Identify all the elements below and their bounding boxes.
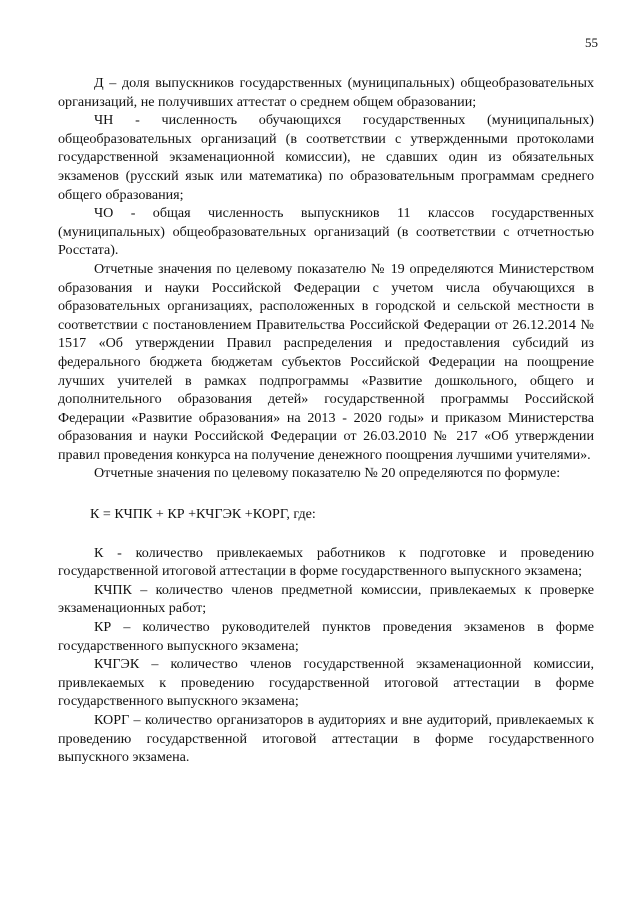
paragraph-indicator-20-intro: Отчетные значения по целевому показателю № 20 определяются по формуле: <box>94 465 561 482</box>
definition-kchpk: КЧПК – количество членов предметной комиссии, привлекаемых к проверке экзаменационных работ; <box>58 581 594 617</box>
paragraph-definition-chn: ЧН - численность обучающихся государственных (муниципальных) общеобразовательных организаций (в соответствии с утвержденными протоколами государственной экзаменационной комиссии), не сдавших один из обязательных экзаменов (русский язык или математика) по образовательным программам среднего общего образования; <box>58 112 594 203</box>
paragraph-definition-cho: ЧО - общая численность выпускников 11 классов государственных (муниципальных) общеобразовательных организаций (в соответствии с отчетностью Росстата). <box>58 205 594 259</box>
page-number: 55 <box>585 35 598 50</box>
formula: К = КЧПК + КР +КЧГЭК +КОРГ, где: <box>90 506 316 523</box>
paragraph-definition-d: Д – доля выпускников государственных (муниципальных) общеобразовательных организаций, не получивших аттестат о среднем общем образовании; <box>58 75 594 110</box>
definition-kr: КР – количество руководителей пунктов проведения экзаменов в форме государственного выпускного экзамена; <box>58 619 594 654</box>
definition-kchgek: КЧГЭК – количество членов государственной экзаменационной комиссии, привлекаемых к проведению государственной итоговой аттестации в форме государственного выпускного экзамена; <box>58 656 594 710</box>
definition-k: К - количество привлекаемых работников к подготовке и проведению государственной итоговой аттестации в форме государственного выпускного экзамена; <box>58 544 594 580</box>
paragraph-indicator-19: Отчетные значения по целевому показателю № 19 определяются Министерством образования и науки Российской Федерации с учетом числа обучающихся в образовательных организациях, расположенных в городской и сельской местности в соответствии с постановлением Правительства Российской Федерации от 26.12.2014 № 1517 «Об утверждении Правил распределения и предоставления субсидий из федерального бюджета бюджетам субъектов Российской Федерации на поощрение лучших учителей в рамках подпрограммы «Развитие дошкольного, общего и дополнительного образования детей» государственной программы Российской Федерации «Развитие образования» на 2013 - 2020 годы» и приказом Министерства образования и науки Российской Федерации от 26.03.2010 № 217 «Об утверждении правил проведения конкурса на получение денежного поощрения лучшими учителями». <box>58 260 594 463</box>
document-body <box>58 74 594 767</box>
definition-korg: КОРГ – количество организаторов в аудиториях и вне аудиторий, привлекаемых к проведению государственной итоговой аттестации в форме государственного выпускного экзамена. <box>58 712 594 766</box>
